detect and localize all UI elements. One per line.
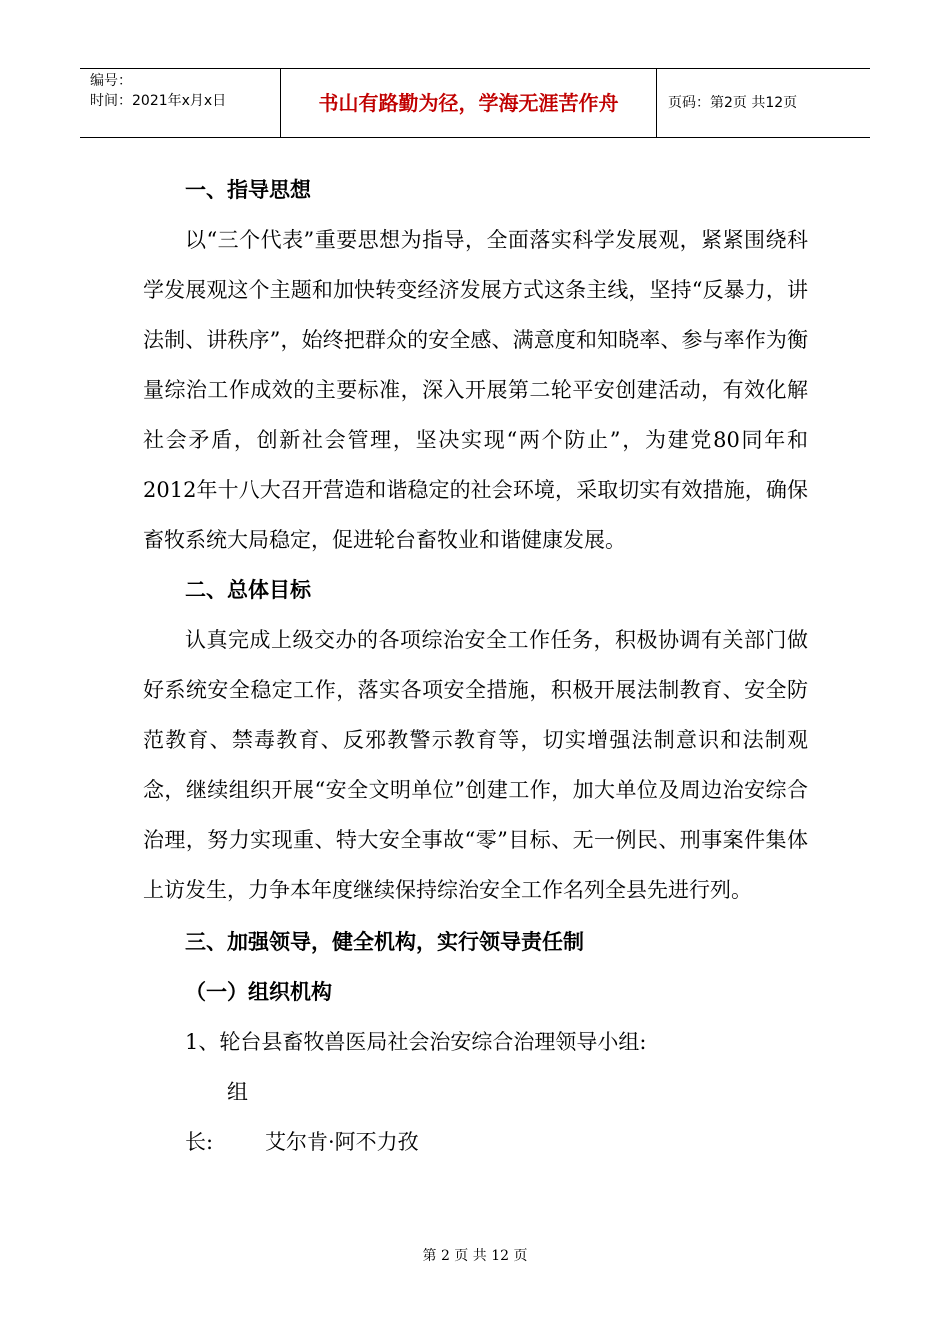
document-body xyxy=(143,165,808,1167)
group-leader-line xyxy=(143,1067,808,1167)
subsection-heading-organization: （一）组织机构 xyxy=(185,980,332,1004)
list-item-leading-group: 1、轮台县畜牧兽医局社会治安综合治理领导小组: xyxy=(185,1030,647,1054)
header-motto: 书山有路勤为径，学海无涯苦作舟 xyxy=(318,91,619,115)
page-footer: 第 2 页 共 12 页 xyxy=(422,1248,528,1264)
section-paragraph-overall-goal: 认真完成上级交办的各项综治安全工作任务，积极协调有关部门做好系统安全稳定工作，落实各项安全措施，积极开展法制教育、安全防范教育、禁毒教育、反邪教警示教育等，切实增强法制意识和法制观念，继续组织开展“安全文明单位”创建工作，加大单位及周边治安综合治理，努力实现重、特大安全事故“零”目标、无一例民、刑事案件集体上访发生，力争本年度继续保持综治安全工作名列全县先进行列。 xyxy=(143,628,808,902)
document-date: 时间：2021年x月x日 xyxy=(90,93,227,109)
section-paragraph-guiding-thought: 以“三个代表”重要思想为指导，全面落实科学发展观，紧紧围绕科学发展观这个主题和加快转变经济发展方式这条主线，坚持“反暴力，讲法制、讲秩序”，始终把群众的安全感、满意度和知晓率、参与率作为衡量综治工作成效的主要标准，深入开展第二轮平安创建活动，有效化解社会矛盾，创新社会管理，坚决实现“两个防止”，为建党80同年和2012年十八大召开营造和谐稳定的社会环境，采取切实有效措施，确保畜牧系统大局稳定，促进轮台畜牧业和谐健康发展。 xyxy=(143,228,808,552)
role-name: 艾尔肯·阿不力孜 xyxy=(265,1130,419,1154)
header-page-info: 页码：第2页 共12页 xyxy=(668,95,798,111)
section-heading-guiding-thought: 一、指导思想 xyxy=(185,178,311,202)
section-heading-leadership: 三、加强领导，健全机构，实行领导责任制 xyxy=(185,930,584,954)
header-divider xyxy=(656,69,657,137)
document-header xyxy=(80,68,870,138)
role-label: 组 长: xyxy=(185,1080,269,1154)
document-number-label: 编号： xyxy=(90,73,132,89)
section-heading-overall-goal: 二、总体目标 xyxy=(185,578,311,602)
